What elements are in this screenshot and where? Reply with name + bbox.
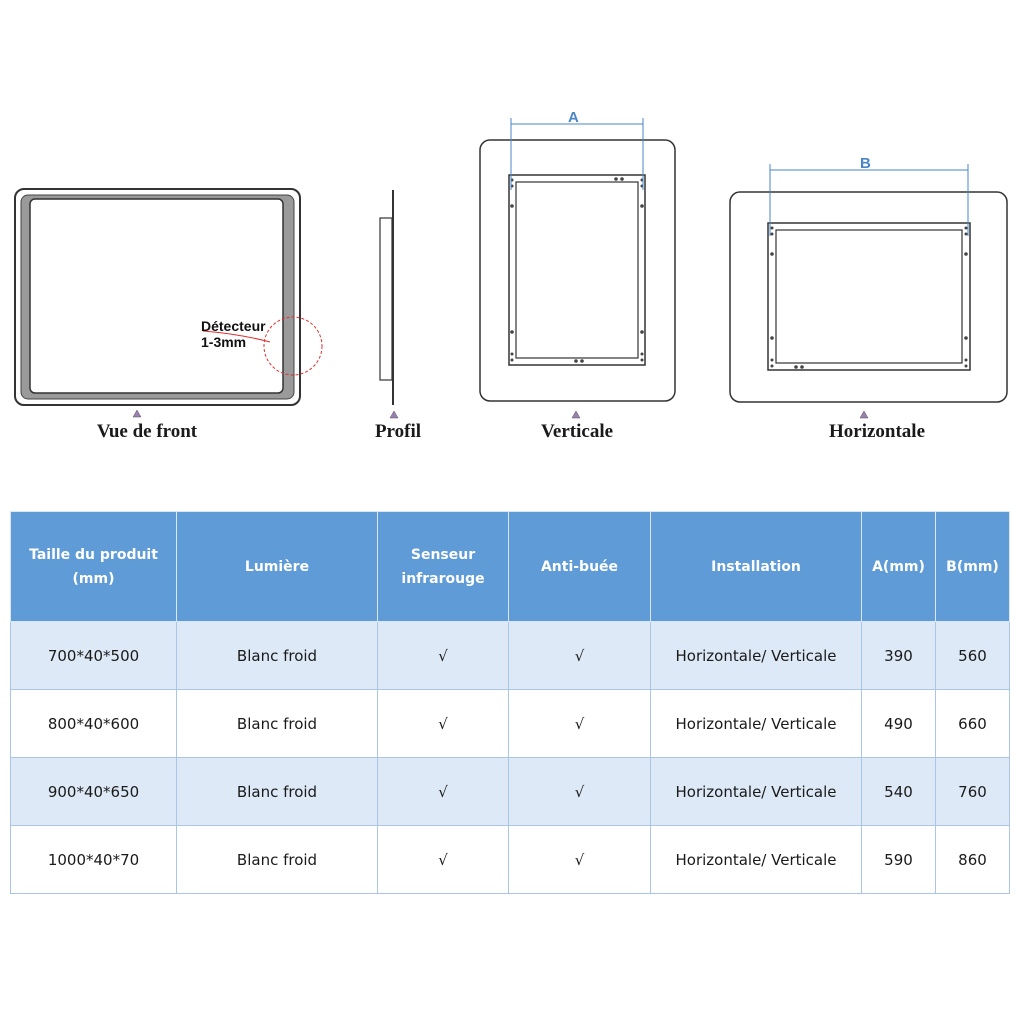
profile-marker-icon <box>390 411 398 418</box>
table-row <box>11 690 1010 758</box>
cell-a: 540 <box>862 758 936 826</box>
cell-size: 800*40*600 <box>11 690 177 758</box>
profile-view-caption: Profil <box>374 421 422 442</box>
header-a: A(mm) <box>862 512 936 622</box>
spec-table <box>10 511 1010 894</box>
detector-title: Détecteur <box>201 318 266 334</box>
cell-sensor: √ <box>378 690 509 758</box>
horizontal-mount-drawing <box>730 155 1007 402</box>
dimension-b-label: B <box>860 155 871 172</box>
header-light: Lumière <box>177 512 378 622</box>
cell-antifog: √ <box>509 690 651 758</box>
header-sensor: Senseur infrarouge <box>378 512 509 622</box>
cell-antifog: √ <box>509 758 651 826</box>
horizontal-view-caption: Horizontale <box>828 421 926 442</box>
detector-range: 1-3mm <box>201 334 247 350</box>
header-b: B(mm) <box>936 512 1010 622</box>
table-row <box>11 622 1010 690</box>
dimension-a-label: A <box>568 109 579 126</box>
cell-sensor: √ <box>378 826 509 894</box>
cell-a: 490 <box>862 690 936 758</box>
table-row <box>11 826 1010 894</box>
cell-b: 660 <box>936 690 1010 758</box>
front-marker-icon <box>133 410 141 417</box>
cell-installation: Horizontale/ Verticale <box>651 622 862 690</box>
cell-b: 560 <box>936 622 1010 690</box>
vertical-marker-icon <box>572 411 580 418</box>
header-antifog: Anti-buée <box>509 512 651 622</box>
front-view-drawing <box>15 189 322 405</box>
front-view-caption: Vue de front <box>96 421 198 442</box>
cell-size: 1000*40*70 <box>11 826 177 894</box>
cell-light: Blanc froid <box>177 826 378 894</box>
cell-sensor: √ <box>378 758 509 826</box>
cell-light: Blanc froid <box>177 690 378 758</box>
cell-size: 700*40*500 <box>11 622 177 690</box>
vertical-mount-drawing <box>480 109 675 401</box>
horizontal-marker-icon <box>860 411 868 418</box>
table-row <box>11 758 1010 826</box>
cell-light: Blanc froid <box>177 758 378 826</box>
table-header-row <box>11 512 1010 622</box>
cell-antifog: √ <box>509 826 651 894</box>
detector-label <box>201 318 266 350</box>
vertical-view-caption: Verticale <box>540 421 614 442</box>
header-installation: Installation <box>651 512 862 622</box>
profile-view-drawing <box>380 190 393 405</box>
cell-sensor: √ <box>378 622 509 690</box>
cell-antifog: √ <box>509 622 651 690</box>
header-size: Taille du produit (mm) <box>11 512 177 622</box>
cell-installation: Horizontale/ Verticale <box>651 826 862 894</box>
cell-b: 760 <box>936 758 1010 826</box>
cell-size: 900*40*650 <box>11 758 177 826</box>
cell-a: 590 <box>862 826 936 894</box>
cell-b: 860 <box>936 826 1010 894</box>
mirror-diagram <box>0 0 1024 470</box>
cell-installation: Horizontale/ Verticale <box>651 758 862 826</box>
cell-installation: Horizontale/ Verticale <box>651 690 862 758</box>
cell-a: 390 <box>862 622 936 690</box>
cell-light: Blanc froid <box>177 622 378 690</box>
